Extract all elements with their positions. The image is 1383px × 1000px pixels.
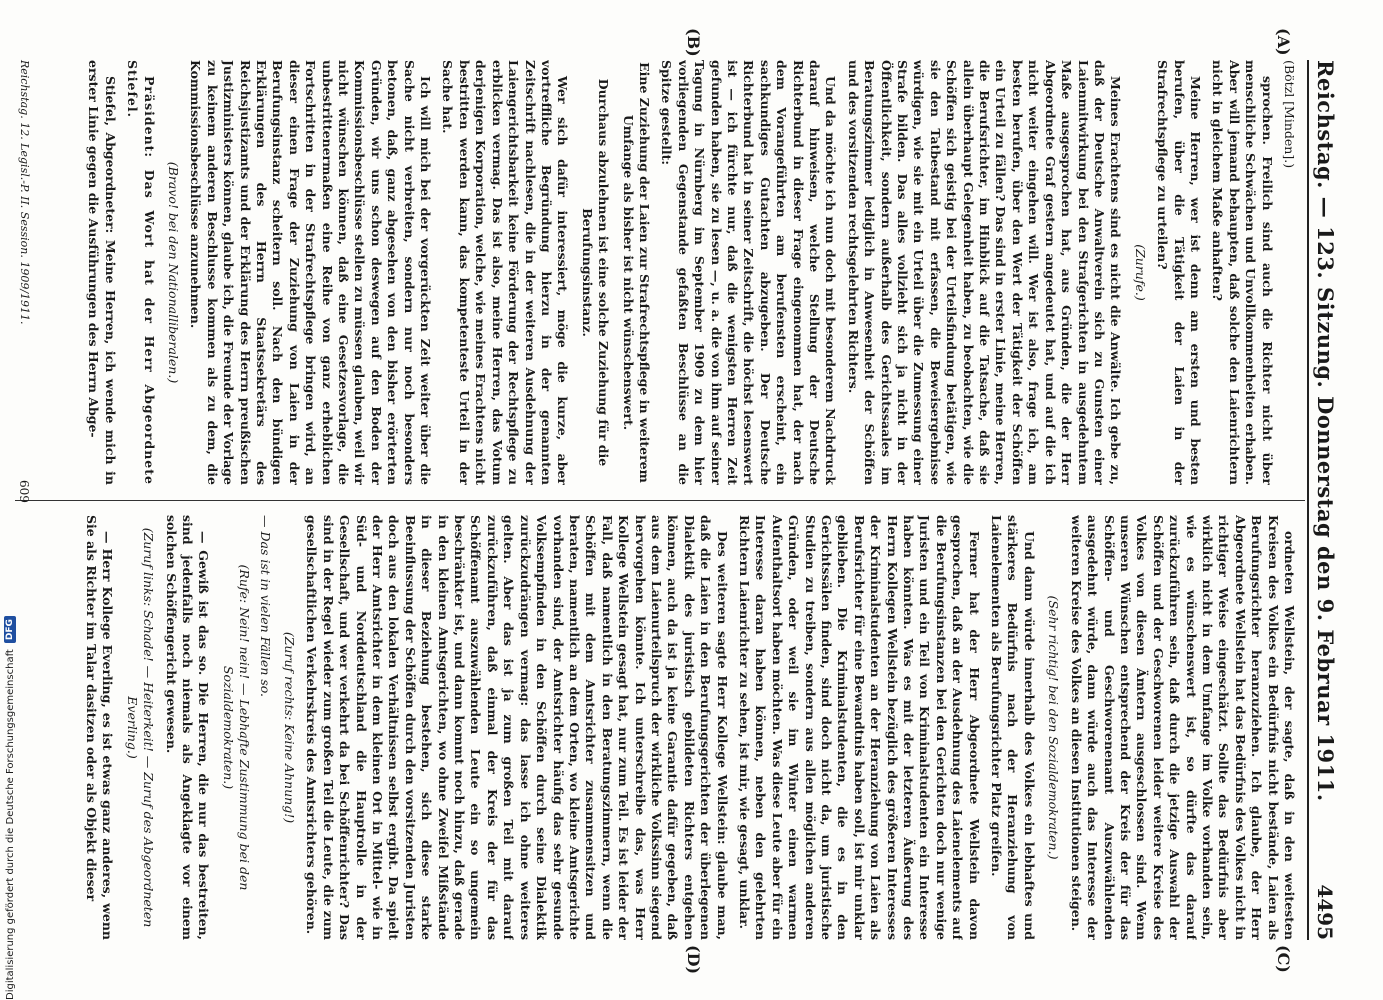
right-column bbox=[7, 515, 1297, 940]
paragraph: Ferner hat der Herr Abgeordnete Wellstein davon gesprochen, daß an der Ausdehnung des Laienelements auf die Berufungsinstanzen bei den Gerichten doch nur wenige Juristen und ein Teil von Kriminalstudenten ein Interesse haben könnten. Was es mit der letzteren Äußerung des Herrn Kollegen Wellstein bezüglich des größeren Interesses der Kriminalstudenten an der Heranziehung von Laien als Berufsrichter für eine Bewandtnis haben soll, ist mir unklar geblieben. Die Kriminalstudenten, die es in den Gerichtssälen finden, sind doch nicht da, um juristische Studien zu treiben, sondern aus allen möglichen anderen Gründen, oder weil sie im Winter einen warmen Aufenthaltsort haben möchten. Was diese Leute aber für ein Interesse daran haben können, neben den gelehrten Richtern Laienrichter zu sehen, ist mir, wie gesagt, unklar. bbox=[737, 515, 982, 940]
dfg-logo-icon: DFG bbox=[4, 616, 16, 643]
footer-session: Reichstag. 12. Legisl.-P. II. Session. 1909/1911. bbox=[18, 60, 31, 325]
margin-mark-a: (A) bbox=[1274, 28, 1293, 56]
paragraph: Und dann würde innerhalb des Volkes ein lebhaftes und stärkeres Bedürfnis nach der Heranziehung von Laienelementen als Berufungsrichter Platz greifen. bbox=[989, 515, 1037, 940]
header-title: Reichstag. — 123. Sitzung. Donnerstag den 9. Februar 1911. bbox=[1313, 60, 1338, 802]
interjection: (Zuruf links: Schade! — Heiterkeit! — Zuruf des Abgeordneten Everling.) bbox=[124, 527, 157, 928]
digitization-text: Digitalisierung gefördert durch die Deutsche Forschungsgemeinschaft bbox=[4, 649, 16, 1000]
paragraph: sprochen. Freilich sind auch die Richter nicht über menschliche Schwächen und Unvollkommenheiten erhaben. Aber will jemand behaupten, daß solche den Laienrichtern nicht in gleichem Maße anhaften? bbox=[1210, 60, 1275, 485]
column-divider bbox=[15, 500, 1305, 501]
paragraph: ordneten Wellstein, der sagte, daß in den weitesten Kreisen des Volkes ein Bedürfnis nicht bestände, Laien als Berufungsrichter heranzuziehen. Ich glaube, der Herr Abgeordnete Wellstein hat das Bedürfnis des Volkes nicht in richtiger Weise eingeschätzt. Sollte das Bedürfnis aber wirklich nicht in dem Umfange im Volke vorhanden sein, wie es wünschenswert ist, so dürfte das darauf zurückzuführen sein, daß durch die jetzige Auswahl der Schöffen und der Geschworenen leider weitere Kreise des Volkes von diesen Ämtern ausgeschlossen sind. Wenn unseren Wünschen entsprechend der Kreis der für das Schöffen- und Geschworenenamt Auszuwählenden ausgedehnt würde, dann würde auch das Interesse der weiteren Kreise des Volkes an diesen Institutionen steigen. bbox=[1068, 515, 1297, 940]
president-statement: Präsident: Das Wort hat der Herr Abgeordnete Stiefel. bbox=[125, 60, 157, 485]
interjection: (Sehr richtig! bei den Sozialdemokraten.) bbox=[1046, 595, 1062, 860]
page-header bbox=[1307, 60, 1353, 940]
paragraph: — Das ist in vielen Fällen so. bbox=[257, 515, 273, 698]
paragraph: Des weiteren sagte Herr Kollege Wellstein: glaube man, daß die Laien in den Berufungsgerichten der überlegenen Dialektik des juristisch gebildeten Richters entgehen können, auch da ist ja keine Garantie dafür gegeben, daß aus dem Laienurteilspruch der wirkliche Volkssinn siegend hervorgehen könnte. Ich unterschreibe das, was Herr Kollege Wellstein gesagt hat, nur zum Teil. Es ist leider der Fall, daß namentlich in den Beratungszimmern, wenn die Schöffen mit dem Amtsrichter zusammensitzen und beraten, namentlich an dem Orten, wo kleine Amtsgerichte vorhanden sind, der Amtsrichter häufig das sehr gesunde Volksempfinden in den Schöffen durch seine Dialektik zurückzudrängen vermag: das lasse ich ohne weiteres gelten. Aber das ist ja zum großen Teil mit darauf zurückzuführen, daß einmal der Kreis der für das Schöffenamt auszuwählenden Leute ein so ungemein beschränkter ist, und dann kommt noch hinzu, daß gerade in den kleinen Amtsgerichten, wo ohne Zweifel Mißstände in dieser Beziehung bestehen, sich diese starke Beeinflussung der Schöffen durch den vorsitzenden Juristen doch aus den lokalen Verhältnissen selbst ergibt. Da spielt der Herr Amtsrichter in dem kleinen Ort in Mittel- wie in Süd- und Norddeutschland die Hauptrolle in der Gesellschaft, und wer verkehrt da bei Schöffenrichter? Das sind in der Regel wieder zum großen Teil die Leute, die zum gesellschaftlichen Verkehrskreis des Amtsrichters gehören. bbox=[304, 515, 730, 940]
quote: Eine Zuziehung der Laien zur Strafrechtspflege in weiterem Umfange als bisher ist nicht wünschenswert. bbox=[620, 62, 652, 483]
digitization-note bbox=[0, 0, 20, 1000]
footer-signature: 609 bbox=[17, 480, 31, 503]
paragraph: Wer sich dafür interessiert, möge die kurze, aber vortreffliche Begründung hierzu in der genannten Zeitschrift nachlesen, die in der weiteren Ausdehnung der Laiengerichtsbarkeit keine Förderung der Rechtspflege zu erblicken vermag. Das ist also, meine Herren, das Votum derjenigen Korporation, welche, wie meines Erachtens nicht bestritten werden kann, das kompetenteste Urteil in der Sache hat. bbox=[440, 60, 571, 485]
interjection: (Bravo! bei den Nationalliberalen.) bbox=[166, 161, 181, 384]
quote: Durchaus abzulehnen ist eine solche Zuziehung für die Berufungsinstanz. bbox=[579, 78, 612, 467]
margin-mark-b: (B) bbox=[684, 28, 703, 57]
interjection: (Zuruf rechts: Keine Ahnung!) bbox=[282, 631, 298, 824]
paragraph: — Gewiß ist das so. Die Herren, die nur das bestreiten, sind jedenfalls noch niemals als Angeklagte vor einem solchen Schöffengericht gewesen. bbox=[163, 515, 212, 940]
paragraph: Ich will mich bei der vorgerückten Zeit weiter über die Sache nicht verbreiten, sondern nur noch besonders betonen, daß, ganz abgesehen von den bisher erörterten Gründen, wir uns schon deswegen auf den Boden der Kommissionsbeschlüsse stellen zu müssen glauben, weil wir nicht wünschen können, daß eine Gesetzesvorlage, die unbestrittenermaßen eine Reihe von ganz erheblichen Fortschritten in der Strafrechtspflege bringen wird, an dieser einen Frage der Zuziehung von Laien in der Berufungsinstanz scheitern soll. Nach den bündigen Erklärungen des Herrn Staatssekretärs des Reichsjustizamts und der Erklärung des Herrn preußischen Justizministers können, glaube ich, die Freunde der Vorlage zu keinem anderen Beschlusse kommen als zu dem, die Kommissionsbeschlüsse anzunehmen. bbox=[188, 60, 434, 485]
header-page-number: 4495 bbox=[1313, 884, 1337, 940]
left-column bbox=[7, 60, 1297, 485]
paragraph: Meines Erachtens sind es nicht die Anwälte. Ich gebe zu, daß der Deutsche Anwaltverein sich zu Gunsten einer Laienmitwirkung bei den Strafgerichten in ausgedehntem Maße ausgesprochen hat, aus Gründen, die der Herr Abgeordnete Graf gestern angedeutet hat, und auf die ich nicht weiter eingehen will. Wer ist also, frage ich, am besten berufen, über den Wert der Tätigkeit der Schöffen ein Urteil zu fällen? Das sind in erster Linie, meine Herren, die Berufsrichter, im Hinblick auf die Tatsache, daß sie allein überhaupt Gelegenheit haben, zu beobachten, wie die Schöffen sich geistig bei der Urteilsfindung betätigen, wie sie den Tatbestand mit erfassen, die Beweisergebnisse würdigen, wie sie mit ein Urteil über die Zumessung einer Strafe bilden. Das alles vollzieht sich ja nicht in der Öffentlichkeit, sondern außerhalb des Gerichtssaales im Beratungszimmer lediglich in Anwesenheit der Schöffen und des vorsitzenden rechtsgelehrten Richters. bbox=[845, 60, 1124, 485]
interjection: (Rufe: Nein! nein! — Lebhafte Zustimmung bei den Sozialdemokraten.) bbox=[220, 564, 253, 891]
paragraph: Meine Herren, wer ist denn am ersten und besten berufen, über die Tätigkeit der Laien in der Strafrechtspflege zu urteilen? bbox=[1155, 60, 1203, 485]
interjection: (Zurufe.) bbox=[1132, 244, 1148, 301]
paragraph: — Herr Kollege Everling, es ist etwas ganz anderes, wenn Sie als Richter im Talar dasitzen oder als Objekt dieser bbox=[83, 515, 116, 940]
margin-mark-c: (C) bbox=[1274, 945, 1293, 973]
speaker-tag: (Bötzl [Minden].) bbox=[1282, 60, 1297, 169]
paragraph: Stiefel, Abgeordneter: Meine Herren, ich wende mich in erster Linie gegen die Ausführungen des Herrn Abge- bbox=[86, 60, 118, 485]
paragraph: Und da möchte ich nun doch mit besonderem Nachdruck darauf hinweisen, welche Stellung der Deutsche Richterbund in dieser Frage eingenommen hat, der nach dem Vorangeführten am berufensten erscheint, ein sachkundiges Gutachten abzugeben. Der Deutsche Richterbund hat in seiner Zeitschrift, die höchst lesenswert ist — ich fürchte nur, daß die wenigsten Herren Zeit gefunden haben, sie zu lesen —, u. a. die von ihm auf seiner Tagung in Nürnberg im September 1909 zu dem hier vorliegenden Gegenstande gefaßten Beschlüsse an die Spitze gestellt: bbox=[659, 60, 839, 485]
margin-mark-d: (D) bbox=[684, 945, 703, 975]
